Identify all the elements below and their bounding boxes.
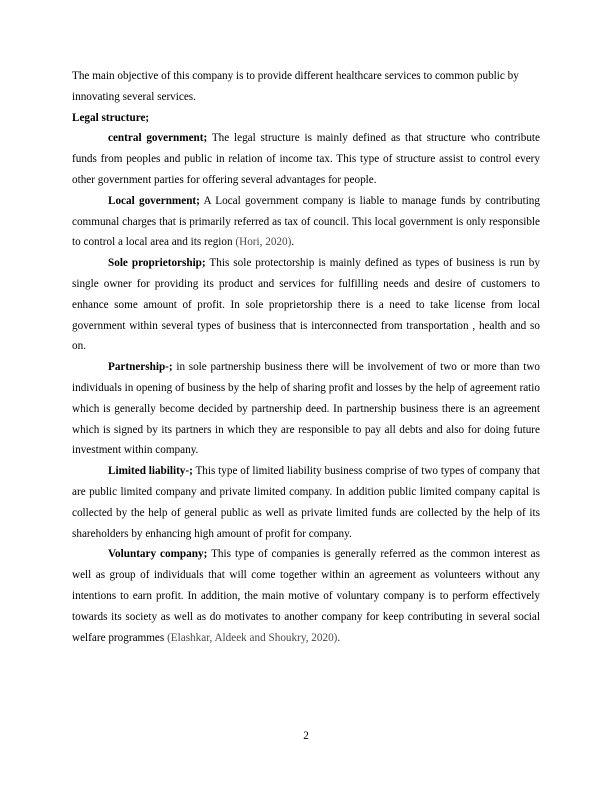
local-government-citation: (Hori, 2020) — [235, 236, 292, 249]
page-number: 2 — [303, 730, 309, 742]
voluntary-company-citation: (Elashkar, Aldeek and Shoukry, 2020) — [167, 631, 338, 644]
sole-proprietorship-paragraph — [72, 253, 540, 357]
central-government-term: central government; — [108, 132, 208, 145]
document-body — [72, 66, 540, 648]
voluntary-company-term: Voluntary company; — [108, 548, 208, 561]
voluntary-company-text: This type of companies is generally referred as the common interest as well as group of individuals that will come together within an agreement as volunteers without any intentions to earn profit. In addition, the main motive of voluntary company is to perform effectively towards its society as well as do motivates to another company for keep contributing in several social welfare programmes — [72, 548, 540, 644]
central-government-paragraph — [72, 128, 540, 190]
partnership-paragraph — [72, 357, 540, 461]
local-government-term: Local government; — [108, 194, 200, 207]
partnership-term: Partnership-; — [108, 361, 173, 374]
sole-proprietorship-text: This sole protectorship is mainly defined as types of business is run by single owner for providing its product and services for fulfilling needs and desire of customers to enhance some amount of profit. In sole proprietorship there is a need to take license from local government within several types of business that is interconnected from transportation , health and so on. — [72, 257, 540, 353]
limited-liability-paragraph — [72, 461, 540, 544]
limited-liability-term: Limited liability-; — [108, 465, 193, 478]
voluntary-company-end: . — [337, 631, 341, 644]
sole-proprietorship-term: Sole proprietorship; — [108, 257, 206, 270]
central-government-text: The legal structure is mainly defined as that structure who contribute funds from peoples and public in relation of income tax. This type of structure assist to control every other government parties for offering several advantages for people. — [72, 132, 540, 186]
local-government-text: A Local government company is liable to manage funds by contributing communal charges that is primarily referred as tax of council. This local government is only responsible to control a local area and its region — [72, 194, 540, 249]
local-government-paragraph — [72, 191, 540, 253]
local-government-end: . — [291, 236, 295, 249]
legal-structure-heading: Legal structure; — [72, 111, 150, 124]
intro-paragraph: The main objective of this company is to provide different healthcare services to common public by innovating several services. — [72, 70, 519, 103]
limited-liability-text: This type of limited liability business comprise of two types of company that are public limited company and private limited company. In addition public limited company capital is collected by the help of general public as well as private limited funds are collected by the help of its shareholders by enhancing high amount of profit for company. — [72, 465, 540, 540]
partnership-text: in sole partnership business there will be involvement of two or more than two individuals in opening of business by the help of sharing profit and losses by the help of agreement ratio which is generally become decided by partnership deed. In partnership business there is an agreement which is signed by its partners in which they are responsible to pay all debts and also for doing future investment within company. — [72, 361, 540, 457]
voluntary-company-paragraph — [72, 544, 540, 648]
